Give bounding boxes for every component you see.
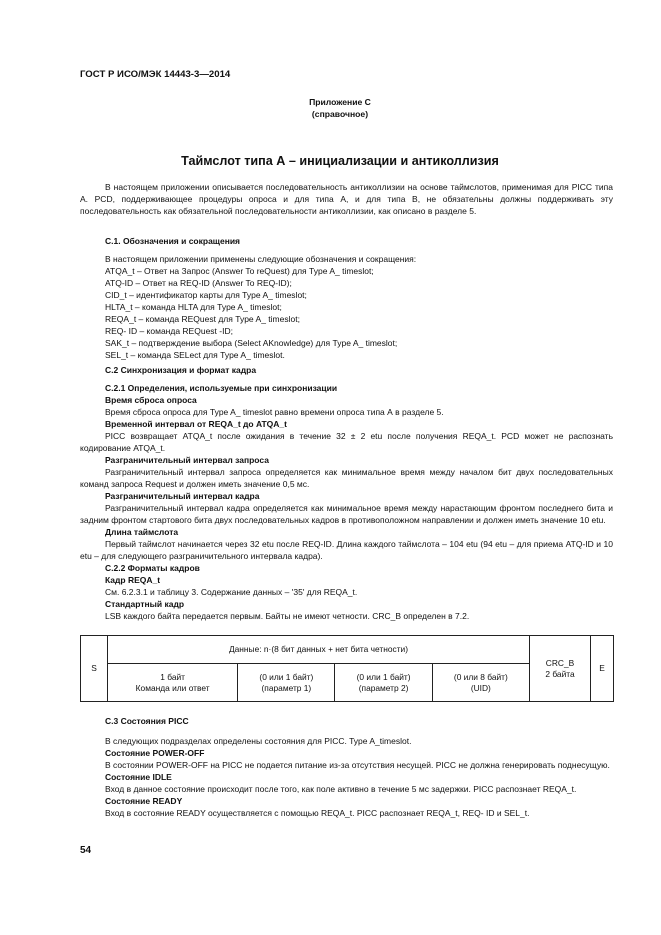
abbr-item: SAK_t – подтверждение выбора (Select AKnowledge) для Type A_ timeslot; [105, 338, 398, 348]
term-power-off: Состояние POWER-OFF [105, 748, 205, 758]
abbr-item: REQ- ID – команда REQuest -ID; [105, 326, 233, 336]
section-c3 [80, 715, 613, 819]
term-reqa-atqa-interval: Временной интервал от REQA_t до ATQA_t [105, 419, 287, 429]
frame-data-cell [335, 664, 432, 702]
def-standard-frame: LSB каждого байта передается первым. Байты не имеют четности. CRC_B определен в 7.2. [105, 611, 470, 621]
frame-cell-size: (0 или 8 байт) [453, 671, 508, 682]
def-reset-time: Время сброса опроса для Type A_ timeslot равно времени опроса типа А в разделе 5. [105, 407, 444, 417]
annex-block [80, 96, 600, 120]
abbr-item: HLTA_t – команда HLTA для Type A_ timeslot; [105, 302, 282, 312]
frame-cell-size: 1 байт [160, 671, 185, 682]
def-ready: Вход в состояние READY осуществляется с помощью REQA_t. PICC распознает REQA_t, REQ- ID и SEL_t. [105, 808, 530, 818]
intro-section [80, 181, 613, 217]
section-c1-heading: С.1. Обозначения и сокращения [105, 236, 241, 246]
def-reqa-atqa-interval: PICC возвращает ATQA_t после ожидания в течение 32 ± 2 etu после получения REQA_t. PCD может не распознать кодирование ATQA_t. [80, 431, 613, 453]
abbr-item: ATQ-ID – Ответ на REQ-ID (Answer To REQ-ID); [105, 278, 292, 288]
annex-label: Приложение С [309, 97, 371, 107]
frame-cell-desc: Команда или ответ [135, 682, 210, 693]
term-standard-frame: Стандартный кадр [105, 599, 185, 609]
frame-cell-desc: (параметр 1) [261, 682, 312, 693]
def-power-off: В состоянии POWER-OFF на PICC не подается питание из-за отсутствия несущей. PICC не должна генерировать поднесущую. [105, 760, 610, 770]
term-reset-time: Время сброса опроса [105, 395, 197, 405]
annex-title: Таймслот типа А – инициализации и антиколлизия [181, 154, 499, 168]
term-request-guard-time: Разграничительный интервал запроса [105, 455, 269, 465]
term-idle: Состояние IDLE [105, 772, 172, 782]
section-c21-heading: С.2.1 Определения, используемые при синхронизации [105, 383, 338, 393]
section-c1 [80, 235, 613, 361]
frame-cell-desc: (UID) [470, 682, 491, 693]
frame-data-header: Данные: n·(8 бит данных + нет бита четности) [108, 636, 530, 664]
frame-start-cell: S [81, 636, 108, 702]
abbr-item: ATQA_t – Ответ на Запрос (Answer To reQuest) для Type A_ timeslot; [105, 266, 374, 276]
abbr-item: REQA_t – команда REQuest для Type A_ timeslot; [105, 314, 300, 324]
section-c1-lead: В настоящем приложении применены следующие обозначения и сокращения: [105, 254, 417, 264]
frame-format-table [80, 635, 614, 702]
term-ready: Состояние READY [105, 796, 183, 806]
section-c3-lead: В следующих подразделах определены состояния для PICC. Type A_timeslot. [105, 736, 412, 746]
section-c2 [80, 364, 613, 622]
frame-data-cell [432, 664, 529, 702]
term-reqa-frame: Кадр REQA_t [105, 575, 161, 585]
def-reqa-frame: См. 6.2.3.1 и таблицу 3. Содержание данных – '35' для REQA_t. [105, 587, 358, 597]
frame-end-cell: E [591, 636, 614, 702]
frame-crc-label: CRC_B [545, 657, 575, 668]
document-header: ГОСТ Р ИСО/МЭК 14443-3—2014 [80, 69, 231, 80]
frame-crc-size: 2 байта [545, 668, 575, 679]
abbr-item: SEL_t – команда SELect для Type A_ timeslot. [105, 350, 285, 360]
section-c2-heading: С.2 Синхронизация и формат кадра [105, 365, 257, 375]
frame-cell-size: (0 или 1 байт) [356, 671, 411, 682]
frame-cell-size: (0 или 1 байт) [259, 671, 314, 682]
def-idle: Вход в данное состояние происходит после того, как поле активно в течение 5 мс задержки. PICC распознает REQA_t. [105, 784, 577, 794]
frame-data-cell [238, 664, 335, 702]
def-frame-guard-time: Разграничительный интервал кадра определяется как минимальное время между нарастающим фронтом последнего бита и задним фронтом стартового бита двух последовательных кадров в противоположном направлении и должен иметь значение 10 etu. [80, 503, 613, 525]
term-frame-guard-time: Разграничительный интервал кадра [105, 491, 260, 501]
intro-paragraph: В настоящем приложении описывается последовательность антиколлизии на основе таймслотов, применимая для PICC типа А. PCD, поддерживающее процедуры опроса и для типа А, и для типа В, не обязательны должны поддерживать эту последовательность как обязательной последовательности антиколлизии, как описано в разделе 5. [80, 182, 613, 216]
frame-crc-cell [530, 636, 591, 702]
def-request-guard-time: Разграничительный интервал запроса определяется как минимальное время между началом бит двух последовательных команд запроса Request и должен иметь значение 0,5 мс. [80, 467, 613, 489]
frame-cell-desc: (параметр 2) [358, 682, 409, 693]
term-timeslot-length: Длина таймслота [105, 527, 179, 537]
annex-type: (справочное) [311, 109, 369, 119]
page-number: 54 [80, 845, 92, 856]
section-c22-heading: С.2.2 Форматы кадров [105, 563, 200, 573]
abbr-item: CID_t – идентификатор карты для Type A_ timeslot; [105, 290, 307, 300]
frame-data-cell [108, 664, 238, 702]
section-c3-heading: С.3 Состояния PICC [105, 716, 189, 726]
def-timeslot-length: Первый таймслот начинается через 32 etu после REQ-ID. Длина каждого таймслота – 104 etu (94 etu – для приема ATQ-ID и 10 etu – для следующего разграничительного интервала кадра). [80, 539, 613, 561]
